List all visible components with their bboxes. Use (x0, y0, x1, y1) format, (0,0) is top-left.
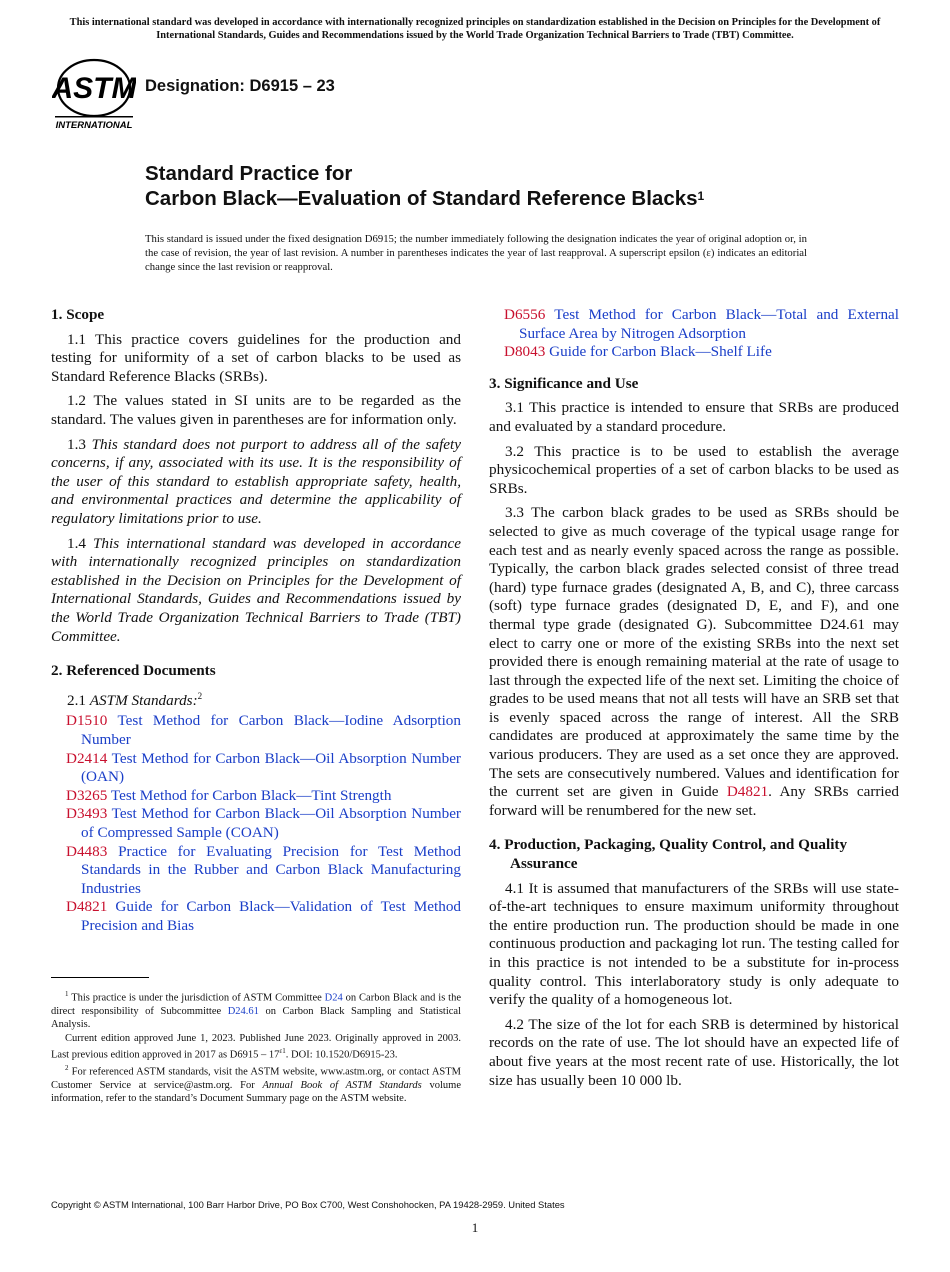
reference-d4483[interactable]: D4483 Practice for Evaluating Precision for Test Method Standards in the Rubber and Carbon Black Manufacturing Industries (66, 842, 462, 897)
footnote-1-edition: Current edition approved June 1, 2023. Published June 2023. Originally approved in 2003. Last previous edition approved in 2017 as $D6915 - 17^{\varepsilon 1}$. DOI: 10.1520/D6915-23. (51, 1032, 461, 1061)
para-1-2: 1.2 The values stated in SI units are to be regarded as the standard. The values given in parentheses are for information only. (51, 392, 461, 428)
footnote-divider (51, 977, 149, 978)
copyright: Copyright © ASTM International, 100 Barr Harbor Drive, PO Box C700, West Conshohocken, PA 19428-2959. United States (51, 1199, 565, 1210)
reference-d6556[interactable]: D6556 Test Method for Carbon Black—Total and External Surface Area by Nitrogen Adsorption (504, 306, 899, 342)
section-heading-significance: 3. Significance and Use (489, 374, 639, 392)
reference-d3265[interactable]: D3265 Test Method for Carbon Black—Tint Strength (66, 786, 392, 804)
reference-d4821[interactable]: D4821 Guide for Carbon Black—Validation of Test Method Precision and Bias (66, 898, 462, 934)
para-1-3: 1.3 This standard does not purport to address all of the safety concerns, if any, associated with its use. It is the responsibility of the user of this standard to establish appropriate safety, health, and environmental practices and determine the applicability of regulatory limitations prior to use. (51, 435, 462, 527)
svg-text:INTERNATIONAL: INTERNATIONAL (55, 120, 133, 131)
para-3-2: 3.2 This practice is to be used to establish the average physicochemical properties of a set of carbon blacks to be used as SRBs. (489, 442, 899, 497)
footnotes (51, 988, 461, 1106)
title-footnote-mark: 1 (697, 189, 705, 203)
para-4-2: 4.2 The size of the lot for each SRB is determined by historical records on the rate of use. The lot should have an expected life of about five years at the most recent rate of use. Historically, the lot size has usually been 10 000 lb. (489, 1015, 899, 1089)
document-title (145, 161, 704, 211)
svg-text:ASTM: ASTM (52, 72, 136, 105)
guide-d4821-link[interactable]: D4821 (726, 783, 769, 801)
subcommittee-d24-61-link[interactable]: D24.61 (227, 1005, 259, 1017)
title-line-1: Standard Practice for (145, 162, 353, 185)
left-column (51, 306, 461, 935)
footnote-1: $^1$ This practice is under the jurisdiction of ASTM Committee D24 on Carbon Black and is the direct responsibility of Subcommittee D24.61 on Carbon Black Sampling and Statistical Analysis. (51, 990, 461, 1031)
page-number: 1 (471, 1220, 479, 1235)
reference-d3493[interactable]: D3493 Test Method for Carbon Black—Oil Absorption Number of Compressed Sample (COAN) (66, 805, 461, 841)
astm-standards-label: 2.1 ASTM Standards:$^2$ (67, 690, 203, 709)
section-heading-production: 4. Production, Packaging, Quality Control, and Quality Assurance (489, 836, 848, 873)
committee-d24-link[interactable]: D24 (324, 992, 343, 1004)
reference-d8043[interactable]: D8043 Guide for Carbon Black—Shelf Life (504, 343, 772, 361)
issue-note: This standard is issued under the fixed designation D6915; the number immediately following the designation indicates the year of original adoption or, in the case of revision, the year of last revision. A number in parentheses indicates the year of last reapproval. A superscript epsilon (ε) indicates an editorial change since the last revision or reapproval. (145, 233, 807, 273)
reference-d1510[interactable]: D1510 Test Method for Carbon Black—Iodine Adsorption Number (66, 712, 461, 748)
section-heading-referenced: 2. Referenced Documents (51, 662, 216, 680)
para-1-4: 1.4 This international standard was developed in accordance with internationally recognized principles on standardization established in the Decision on Principles for the Development of International Standards, Guides and Recommendations issued by the World Trade Organization Technical Barriers to Trade (TBT) Committee. (51, 534, 462, 645)
para-3-3: 3.3 The carbon black grades to be used as SRBs should be selected to give as much coverage of the typical usage range for each test and as nearly evenly spaced across the range as possible. Typically, the carbon black grades selected consist of three tread (hard) type furnace grades (designated A, B, and C), three carcass (soft) type furnace grades (designated D, E, and F), and one thermal type grade (designated G). Subcommittee D24.61 may elect to carry one or more of the existing SRBs into the next set provided there is enough remaining material at the rate of usage to last through the expected life of the next set. Limiting the choice of grades to be used means that not all tests will have an SRB set that is evenly spaced across the range of interest. All the SRB candidates are produced at approximately the same time by the various producers. They are used as a set once they are approved. The sets are consecutively numbered. Values and identification for the current set are given in Guide D4821. Any SRBs carried forward will be renumbered for the new set. (489, 504, 899, 819)
astm-logo (52, 56, 136, 132)
section-heading-scope: 1. Scope (51, 306, 105, 323)
top-notice: This international standard was developed in accordance with internationally recognized principles on standardization established in the Decision on Principles for the Development of International Standards, Guides and Recommendations issued by the World Trade Organization Technical Barriers to Trade (TBT) Committee. (69, 17, 881, 41)
para-1-1: 1.1 This practice covers guidelines for the production and testing for uniformity of a set of carbon blacks to be used as Standard Reference Blacks (SRBs). (51, 330, 461, 385)
para-3-1: 3.1 This practice is intended to ensure that SRBs are produced and evaluated by a standard procedure. (489, 399, 899, 435)
para-4-1: 4.1 It is assumed that manufacturers of the SRBs will use state-of-the-art techniques to ensure maximum uniformity throughout the entire production run. The production should be made in one continuous production and packaging lot run. The testing called for in this practice is not intended to be a substitute for in-process quality control. This interlaboratory study is only adequate to verify the quality of a homogeneous lot. (489, 879, 899, 1009)
title-line-2: Carbon Black—Evaluation of Standard Reference Blacks$^1$ (145, 187, 705, 210)
right-column (489, 306, 899, 1096)
reference-d2414[interactable]: D2414 Test Method for Carbon Black—Oil Absorption Number (OAN) (66, 749, 461, 786)
designation: Designation: D6915 – 23 (145, 77, 335, 95)
footnote-2: $^2$ For referenced ASTM standards, visit the ASTM website, www.astm.org, or contact ASTM Customer Service at service@astm.org. For Annual Book of ASTM Standards volume information, refer to the standard’s Document Summary page on the ASTM website. (51, 1064, 462, 1105)
